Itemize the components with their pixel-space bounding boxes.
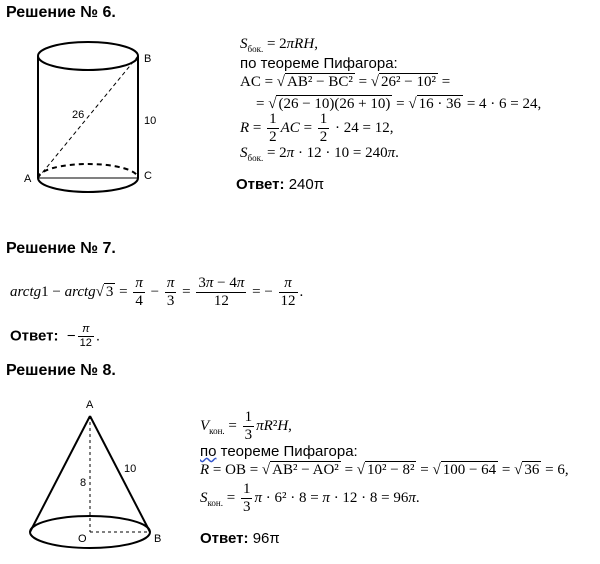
cylinder-top-ellipse [38, 42, 138, 70]
heading-solution-7: Решение № 7. [6, 240, 116, 257]
cylinder-figure [20, 36, 170, 201]
sol8-answer [200, 530, 280, 547]
label-height: 10 [144, 115, 157, 127]
label-O: O [78, 533, 87, 545]
answer-value: 240π [288, 176, 325, 193]
sol6-line-1: $S_{бок.} = 2\pi RH$, [240, 36, 318, 54]
label-A: A [24, 173, 32, 185]
label-B: B [154, 533, 162, 545]
label-A: A [86, 399, 94, 411]
sol8-line-4: $S_{кон.}$ = $\frac{1}{3}$ π · 6² · 8 = π · 12 · 8 = 96π. [200, 481, 420, 515]
sol6-line-5: R = $\frac{1}{2}$ AC = $\frac{1}{2}$ · 24 = 12, [240, 111, 394, 145]
cylinder-bottom-front-arc [38, 178, 138, 192]
answer-label: Ответ: [10, 327, 59, 345]
heading-solution-8: Решение № 8. [6, 362, 116, 379]
sol8-line-3: R = OB = √ AB² − AO² = √ 10² − 8² = √ 100 − 64 = √ 36 = 6, [200, 462, 569, 478]
sol8-line-1: $V_{кон.}$ = $\frac{1}{3}$ πR²H, [200, 409, 292, 443]
diagonal-AB [38, 56, 138, 178]
cone-left-generatrix [30, 416, 90, 532]
answer-value: 96π [252, 530, 280, 547]
heading-solution-6: Решение № 6. [6, 4, 116, 21]
label-height: 8 [80, 477, 87, 489]
label-B: B [144, 53, 152, 65]
sol6-answer [236, 176, 324, 193]
sol8-line-2: по теореме Пифагора: [200, 443, 358, 460]
cylinder-bottom-back-arc [38, 164, 138, 178]
cone-figure [18, 394, 178, 554]
sol7-answer: Ответ: − $\frac{\pi}{12}$ . [10, 323, 101, 349]
label-diagonal: 26 [72, 109, 85, 121]
sol6-line-2: по теореме Пифагора: [240, 55, 398, 72]
sol6-line-4: = √ (26 − 10)(26 + 10) = √ 16 · 36 = 4 · 6 = 24, [256, 96, 542, 112]
sol6-line-3: AC = √ AB² − BC² = √ 26² − 10² = [240, 74, 451, 90]
label-C: C [144, 170, 152, 182]
sol7-expression: arctg1 − arctg√ 3 = $\frac{\pi}{4}$ − $\frac{\pi}{3}$ = $\frac{3\pi - 4\pi}{12}$ = − $\frac{\pi}{12}$ . [10, 275, 304, 309]
answer-label: Ответ: [200, 530, 249, 547]
label-slant: 10 [124, 463, 137, 475]
answer-label: Ответ: [236, 176, 285, 193]
sol6-line-6: $S_{бок.} = 2\pi \cdot 12 \cdot 10 = 240\pi$. [240, 145, 399, 163]
cone-right-generatrix [90, 416, 150, 532]
